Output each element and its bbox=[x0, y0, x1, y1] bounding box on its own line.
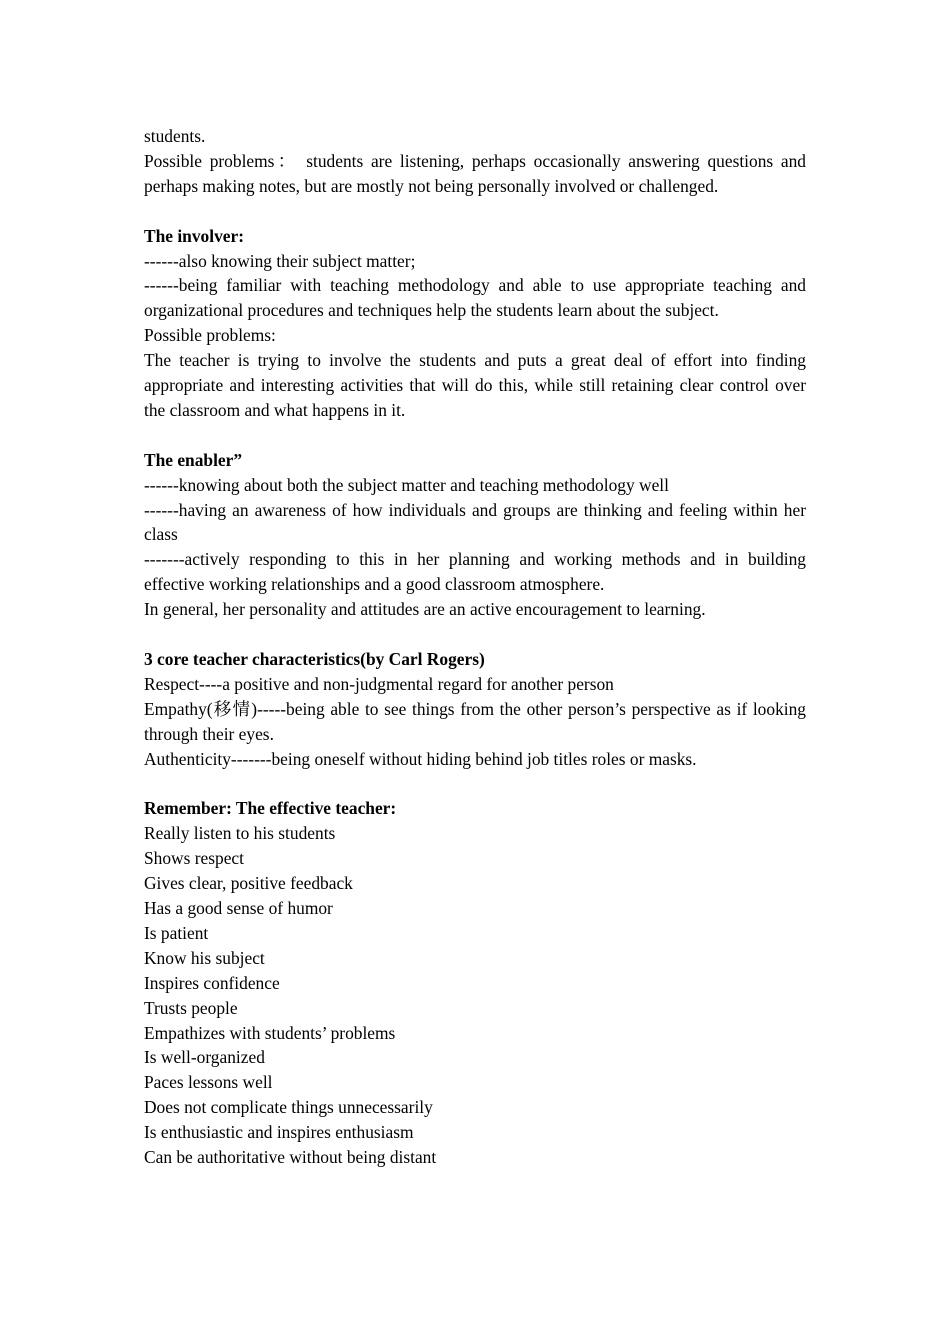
document-page bbox=[144, 124, 806, 1170]
remember-heading: Remember: The effective teacher: bbox=[144, 798, 397, 819]
core-characteristic-line: Authenticity-------being oneself without hiding behind job titles roles or masks. bbox=[144, 748, 697, 769]
list-item: Really listen to his students bbox=[144, 823, 336, 844]
list-item: Paces lessons well bbox=[144, 1072, 273, 1093]
core-characteristic-line: Empathy(移情)-----being able to see things from the other person’s perspective as if looking through their eyes. bbox=[144, 698, 806, 744]
involver-line: Possible problems: bbox=[144, 325, 276, 346]
intro-continuation: students. bbox=[144, 126, 206, 146]
involver-line: ------being familiar with teaching methodology and able to use appropriate teaching and organizational procedures and techniques help the students learn about the subject. bbox=[144, 275, 806, 321]
spacer bbox=[144, 423, 806, 448]
list-item: Inspires confidence bbox=[144, 972, 280, 993]
enabler-line: ------having an awareness of how individuals and groups are thinking and feeling within her class bbox=[144, 499, 806, 545]
core-characteristics-heading: 3 core teacher characteristics(by Carl Rogers) bbox=[144, 648, 485, 669]
list-item: Is patient bbox=[144, 922, 209, 943]
spacer bbox=[144, 622, 806, 647]
involver-line: ------also knowing their subject matter; bbox=[144, 250, 416, 271]
list-item: Is well-organized bbox=[144, 1047, 265, 1068]
spacer bbox=[144, 772, 806, 797]
list-item: Gives clear, positive feedback bbox=[144, 873, 353, 894]
list-item: Does not complicate things unnecessarily bbox=[144, 1097, 433, 1118]
list-item: Has a good sense of humor bbox=[144, 898, 333, 919]
enabler-line: In general, her personality and attitudes are an active encouragement to learning. bbox=[144, 599, 706, 620]
list-item: Know his subject bbox=[144, 947, 265, 968]
involver-line: The teacher is trying to involve the students and puts a great deal of effort into finding appropriate and interesting activities that will do this, while still retaining clear control over the classroom and what happens in it. bbox=[144, 350, 806, 420]
list-item: Is enthusiastic and inspires enthusiasm bbox=[144, 1122, 414, 1143]
list-item: Empathizes with students’ problems bbox=[144, 1022, 396, 1043]
list-item: Can be authoritative without being distant bbox=[144, 1147, 437, 1168]
intro-possible-problems: Possible problems： students are listening, perhaps occasionally answering questions and perhaps making notes, but are mostly not being personally involved or challenged. bbox=[144, 150, 806, 196]
involver-heading: The involver: bbox=[144, 225, 244, 246]
enabler-line: ------knowing about both the subject matter and teaching methodology well bbox=[144, 474, 669, 495]
enabler-line: -------actively responding to this in her planning and working methods and in building effective working relationships and a good classroom atmosphere. bbox=[144, 549, 806, 595]
list-item: Shows respect bbox=[144, 848, 244, 869]
spacer bbox=[144, 199, 806, 224]
core-characteristic-line: Respect----a positive and non-judgmental regard for another person bbox=[144, 673, 614, 694]
enabler-heading: The enabler” bbox=[144, 449, 243, 470]
list-item: Trusts people bbox=[144, 997, 238, 1018]
